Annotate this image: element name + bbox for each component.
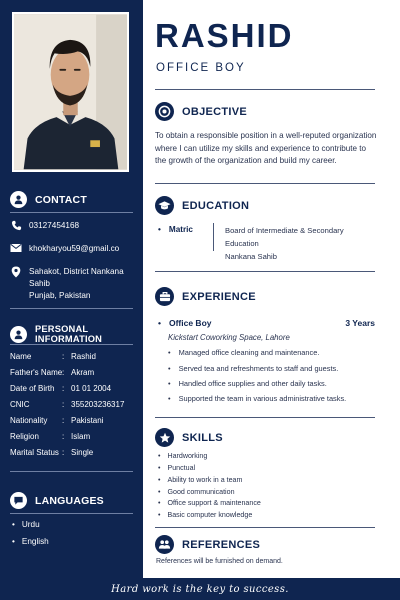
contact-heading	[10, 191, 87, 208]
personal-value: 01 01 2004	[71, 384, 112, 393]
skill-item: • Punctual	[158, 464, 195, 472]
contact-divider	[10, 212, 133, 213]
personal-key: Name	[10, 352, 32, 361]
contact-address-row	[10, 266, 143, 302]
personal-key: Date of Birth	[10, 384, 55, 393]
objective-title: OBJECTIVE	[182, 105, 248, 118]
skills-divider	[155, 527, 375, 528]
institution-line-2: Nankana Sahib	[225, 252, 277, 261]
duty-item: • Managed office cleaning and maintenance.	[168, 348, 319, 357]
address-line-1: Sahakot, District Nankana Sahib	[29, 267, 124, 288]
personal-key: Marital Status	[10, 448, 59, 457]
personal-sep: :	[62, 432, 65, 441]
references-heading	[155, 535, 260, 554]
skill-item: • Basic computer knowledge	[158, 511, 252, 519]
personal-value: Pakistani	[71, 416, 104, 425]
group-icon	[155, 535, 174, 554]
education-degree: • Matric	[158, 225, 193, 234]
briefcase-icon	[155, 287, 174, 306]
experience-heading	[155, 287, 256, 306]
personal-key: Father's Name	[10, 368, 63, 377]
objective-text: To obtain a responsible position in a well-reputed organization where I can utilize my skills and experience to contribute to the growth of the organization and build my career.	[155, 131, 377, 165]
personal-key: Religion	[10, 432, 39, 441]
job-company: Kickstart Coworking Space, Lahore	[168, 333, 290, 342]
skills-heading	[155, 428, 223, 447]
job-title: • Office Boy	[158, 318, 212, 328]
contact-phone: 03127454168	[29, 221, 80, 230]
personal-bottom-divider	[10, 471, 133, 472]
target-icon	[155, 102, 174, 121]
footer-banner	[0, 578, 400, 600]
phone-icon	[10, 220, 22, 231]
duty-item: • Served tea and refreshments to staff and guests.	[168, 364, 338, 373]
languages-divider	[10, 513, 133, 514]
candidate-role: OFFICE BOY	[156, 62, 246, 74]
references-title: REFERENCES	[182, 538, 261, 551]
duty-item: • Handled office supplies and other daily tasks.	[168, 379, 327, 388]
personal-sep: :	[62, 368, 65, 377]
objective-divider	[155, 183, 375, 184]
skills-title: SKILLS	[182, 431, 223, 444]
personal-value: 355203236317	[71, 400, 125, 409]
personal-value: Akram	[71, 368, 95, 377]
languages-heading	[10, 492, 104, 509]
location-icon	[10, 266, 22, 278]
language-item: • English	[12, 537, 49, 546]
contact-email: khokharyou59@gmail.co	[29, 244, 120, 253]
personal-divider	[10, 344, 133, 345]
personal-sep: :	[62, 384, 65, 393]
contact-email-row	[10, 243, 119, 255]
profile-photo-illustration	[14, 14, 127, 170]
profile-photo	[12, 12, 129, 172]
address-line-2: Punjab, Pakistan	[29, 291, 91, 300]
references-text: References will be furnished on demand.	[156, 558, 283, 565]
personal-sep: :	[62, 416, 65, 425]
duty-item: • Supported the team in various administrative tasks.	[168, 394, 346, 403]
skill-item: • Office support & maintenance	[158, 499, 261, 507]
personal-key: Nationality	[10, 416, 48, 425]
personal-key: CNIC	[10, 400, 30, 409]
job-years: 3 Years	[345, 318, 375, 328]
personal-value: Islam	[71, 432, 91, 441]
personal-value: Single	[71, 448, 94, 457]
experience-divider	[155, 417, 375, 418]
sidebar	[0, 0, 143, 578]
personal-value: Rashid	[71, 352, 96, 361]
contact-phone-row	[10, 220, 79, 232]
personal-title: PERSONAL INFORMATION	[35, 324, 103, 344]
skill-item: • Good communication	[158, 488, 235, 496]
contact-bottom-divider	[10, 308, 133, 309]
skill-item: • Ability to work in a team	[158, 476, 242, 484]
personal-sep: :	[62, 400, 65, 409]
language-item: • Urdu	[12, 520, 40, 529]
languages-title: LANGUAGES	[35, 494, 104, 507]
objective-heading	[155, 102, 247, 121]
personal-heading	[10, 324, 143, 344]
header-divider	[155, 89, 375, 90]
mail-icon	[10, 243, 22, 253]
education-separator	[213, 223, 214, 251]
person-icon	[10, 326, 27, 343]
user-icon	[10, 191, 27, 208]
skill-item: • Hardworking	[158, 452, 207, 460]
experience-title: EXPERIENCE	[182, 290, 256, 303]
education-heading	[155, 196, 249, 215]
graduation-cap-icon	[155, 196, 174, 215]
education-institution	[225, 224, 375, 263]
chat-bubble-icon	[10, 492, 27, 509]
institution-line-1: Board of Intermediate & Secondary Education	[225, 226, 344, 248]
personal-sep: :	[62, 448, 65, 457]
contact-address	[29, 266, 143, 302]
education-title: EDUCATION	[182, 199, 250, 212]
contact-title: CONTACT	[35, 193, 87, 206]
footer-quote: Hard work is the key to success.	[111, 583, 289, 595]
personal-sep: :	[62, 352, 65, 361]
education-divider	[155, 271, 375, 272]
candidate-name: RASHID	[155, 17, 294, 54]
star-icon	[155, 428, 174, 447]
